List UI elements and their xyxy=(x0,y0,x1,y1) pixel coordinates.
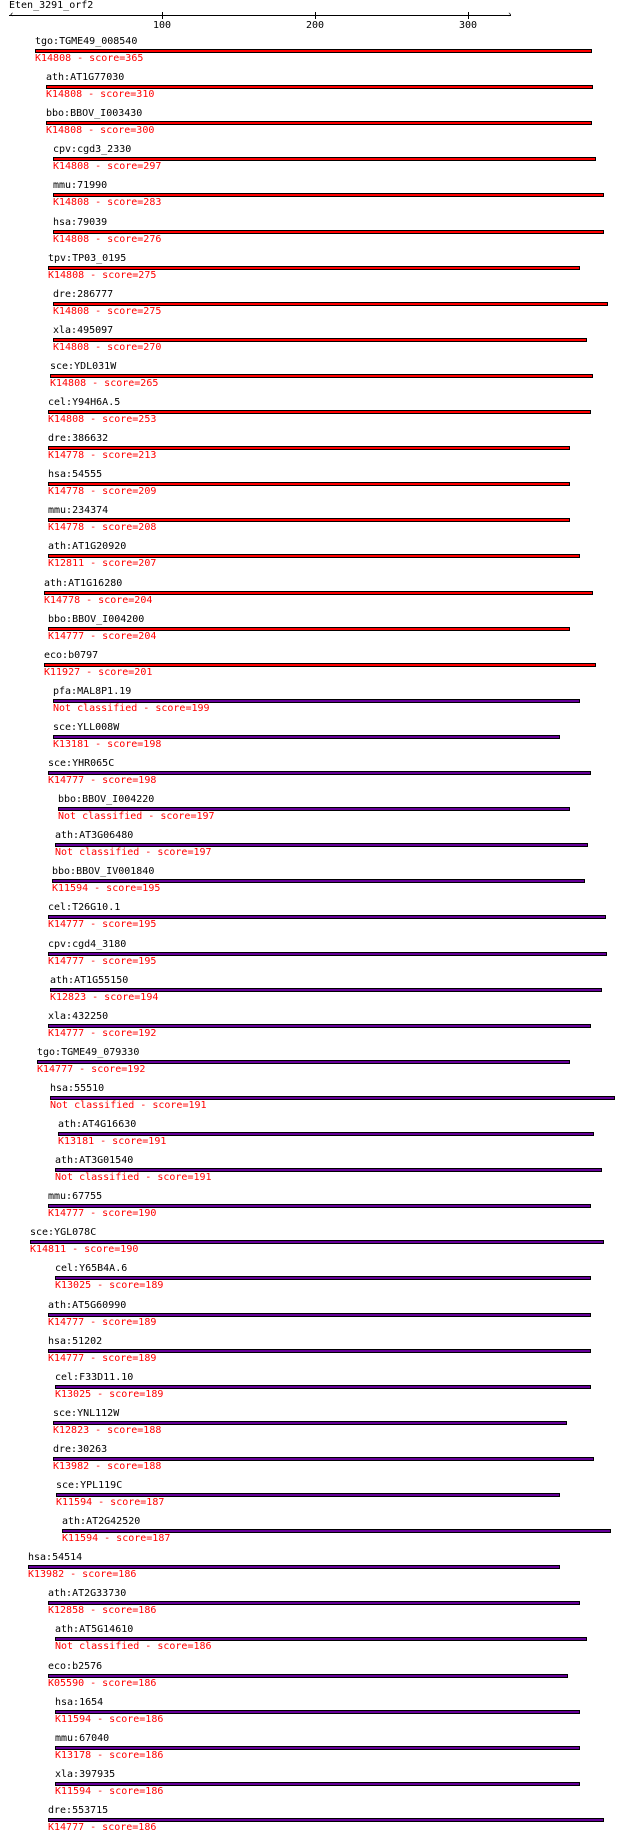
hit-label[interactable]: K14811 - score=190 xyxy=(30,1244,139,1256)
hit-name[interactable]: eco:b0797 xyxy=(44,649,99,661)
hit-label[interactable]: K13982 - score=188 xyxy=(53,1460,162,1472)
hit-name[interactable]: sce:YGL078C xyxy=(30,1227,97,1239)
hit-label[interactable]: Not classified - score=191 xyxy=(55,1172,212,1184)
hit-row[interactable] xyxy=(0,830,620,866)
hit-label[interactable]: K14808 - score=265 xyxy=(50,377,159,389)
hit-label[interactable]: K13178 - score=186 xyxy=(55,1749,164,1761)
hit-row[interactable] xyxy=(0,180,620,216)
hit-name[interactable]: sce:YDL031W xyxy=(50,360,117,372)
hit-row[interactable] xyxy=(0,794,620,830)
hit-row[interactable] xyxy=(0,253,620,289)
hit-row[interactable] xyxy=(0,217,620,253)
hit-row[interactable] xyxy=(0,1047,620,1083)
hit-label[interactable]: K14808 - score=365 xyxy=(35,53,144,64)
arrow-right-icon: › xyxy=(507,10,513,20)
hit-row[interactable] xyxy=(0,1805,620,1841)
hit-row[interactable] xyxy=(0,505,620,541)
hit-name[interactable]: hsa:51202 xyxy=(48,1335,103,1347)
hit-row[interactable] xyxy=(0,614,620,650)
hit-label[interactable]: K14777 - score=189 xyxy=(48,1316,157,1328)
hit-label[interactable]: K13025 - score=189 xyxy=(55,1280,164,1292)
hit-label[interactable]: K14777 - score=195 xyxy=(48,955,157,967)
hit-row[interactable] xyxy=(0,1697,620,1733)
hit-name[interactable]: cpv:cgd3_2330 xyxy=(53,144,132,156)
hit-label[interactable]: K11594 - score=187 xyxy=(62,1533,171,1545)
hit-label[interactable]: K14808 - score=297 xyxy=(53,161,162,173)
hit-label[interactable]: K14777 - score=190 xyxy=(48,1208,157,1220)
hit-row[interactable] xyxy=(0,758,620,794)
hit-label[interactable]: K14777 - score=195 xyxy=(48,919,157,931)
hit-label[interactable]: K14777 - score=192 xyxy=(48,1027,157,1039)
hit-label[interactable]: K14778 - score=208 xyxy=(48,522,157,534)
hit-label[interactable]: K13025 - score=189 xyxy=(55,1388,164,1400)
hit-label[interactable]: K14808 - score=276 xyxy=(53,233,162,245)
hit-row[interactable] xyxy=(0,1733,620,1769)
hit-label[interactable]: K11594 - score=186 xyxy=(55,1785,164,1797)
hit-name[interactable]: dre:553715 xyxy=(48,1804,109,1816)
hit-label[interactable]: K14808 - score=270 xyxy=(53,341,162,353)
hit-label[interactable]: K13181 - score=191 xyxy=(58,1136,167,1147)
hit-name[interactable]: bbo:BBOV_I004200 xyxy=(48,613,145,625)
hit-label[interactable]: K14808 - score=253 xyxy=(48,414,157,425)
hit-row[interactable] xyxy=(0,1083,620,1119)
hit-row[interactable] xyxy=(0,939,620,975)
hit-name[interactable]: hsa:79039 xyxy=(53,216,108,228)
hit-row[interactable] xyxy=(0,108,620,144)
hit-row[interactable] xyxy=(0,902,620,938)
hit-name[interactable]: sce:YNL112W xyxy=(53,1407,120,1419)
hit-label[interactable]: K14808 - score=275 xyxy=(53,305,162,317)
hit-name[interactable]: ath:AT3G01540 xyxy=(55,1155,134,1167)
hit-row[interactable] xyxy=(0,1661,620,1697)
hit-name[interactable]: sce:YHR065C xyxy=(48,758,115,769)
hit-row[interactable] xyxy=(0,1336,620,1372)
hit-name[interactable]: cel:F33D11.10 xyxy=(55,1371,134,1383)
hit-label[interactable]: K14778 - score=204 xyxy=(44,594,153,606)
hit-name[interactable]: eco:b2576 xyxy=(48,1660,103,1672)
hit-row[interactable] xyxy=(0,325,620,361)
hit-row[interactable] xyxy=(0,469,620,505)
hit-label[interactable]: K14808 - score=283 xyxy=(53,197,162,209)
hit-row[interactable] xyxy=(0,1119,620,1155)
hit-label[interactable]: K12823 - score=194 xyxy=(50,991,159,1003)
ruler-tick-label: 300 xyxy=(458,20,478,31)
hit-name[interactable]: ath:AT5G60990 xyxy=(48,1299,127,1311)
hit-name[interactable]: sce:YPL119C xyxy=(56,1480,123,1491)
hit-name[interactable]: dre:286777 xyxy=(53,288,114,300)
hit-name[interactable]: hsa:54555 xyxy=(48,469,103,481)
hit-row[interactable] xyxy=(0,1408,620,1444)
hit-name[interactable]: hsa:1654 xyxy=(55,1696,104,1708)
hit-label[interactable]: K13181 - score=198 xyxy=(53,738,162,750)
hit-label[interactable]: K14778 - score=209 xyxy=(48,486,157,498)
hit-row[interactable] xyxy=(0,650,620,686)
hit-row[interactable] xyxy=(0,72,620,108)
hit-row[interactable] xyxy=(0,1155,620,1191)
hit-name[interactable]: mmu:234374 xyxy=(48,505,109,517)
hit-label[interactable]: Not classified - score=199 xyxy=(53,702,210,714)
hit-name[interactable]: dre:30263 xyxy=(53,1443,108,1455)
hit-label[interactable]: Not classified - score=197 xyxy=(55,847,212,859)
hit-label[interactable]: K14808 - score=300 xyxy=(46,125,155,137)
hit-label[interactable]: K14777 - score=192 xyxy=(37,1063,146,1075)
hit-name[interactable]: tpv:TP03_0195 xyxy=(48,252,127,264)
hit-row[interactable] xyxy=(0,1191,620,1227)
hit-name[interactable]: cel:T26G10.1 xyxy=(48,902,121,914)
hit-name[interactable]: tgo:TGME49_079330 xyxy=(37,1046,140,1058)
hit-row[interactable] xyxy=(0,433,620,469)
hit-label[interactable]: K11927 - score=201 xyxy=(44,666,153,678)
arrow-left-icon: ‹ xyxy=(9,10,15,20)
hit-name[interactable]: ath:AT3G06480 xyxy=(55,830,134,842)
hit-name[interactable]: xla:432250 xyxy=(48,1010,109,1022)
hit-label[interactable]: K11594 - score=195 xyxy=(52,883,161,895)
hit-name[interactable]: cel:Y65B4A.6 xyxy=(55,1263,128,1275)
hit-name[interactable]: mmu:67755 xyxy=(48,1191,103,1203)
hit-row[interactable] xyxy=(0,541,620,577)
hit-name[interactable]: ath:AT5G14610 xyxy=(55,1624,134,1636)
hit-row[interactable] xyxy=(0,1300,620,1336)
hit-row[interactable] xyxy=(0,1263,620,1299)
hit-name[interactable]: ath:AT1G16280 xyxy=(44,577,123,589)
query-title: Eten_3291_orf2 xyxy=(9,0,94,11)
hit-name[interactable]: ath:AT1G20920 xyxy=(48,541,127,553)
hit-label[interactable]: Not classified - score=186 xyxy=(55,1641,212,1653)
hit-label[interactable]: K11594 - score=187 xyxy=(56,1497,165,1508)
hit-name[interactable]: hsa:54514 xyxy=(28,1552,83,1564)
hit-row[interactable] xyxy=(0,289,620,325)
hit-row[interactable] xyxy=(0,866,620,902)
hit-label[interactable]: K14777 - score=189 xyxy=(48,1352,157,1364)
hit-row[interactable] xyxy=(0,361,620,397)
hit-row[interactable] xyxy=(0,722,620,758)
hit-label[interactable]: K11594 - score=186 xyxy=(55,1713,164,1725)
hit-name[interactable]: ath:AT2G33730 xyxy=(48,1588,127,1600)
hit-label[interactable]: Not classified - score=191 xyxy=(50,1099,207,1111)
hit-row[interactable] xyxy=(0,144,620,180)
hit-name[interactable]: pfa:MAL8P1.19 xyxy=(53,685,132,697)
hit-row[interactable] xyxy=(0,1444,620,1480)
hit-name[interactable]: hsa:55510 xyxy=(50,1082,105,1094)
hit-name[interactable]: sce:YLL008W xyxy=(53,721,120,733)
hit-label[interactable]: K13982 - score=186 xyxy=(28,1569,137,1581)
hit-label[interactable]: K14777 - score=186 xyxy=(48,1821,157,1833)
hit-name[interactable]: ath:AT2G42520 xyxy=(62,1516,141,1528)
hit-label[interactable]: K14778 - score=213 xyxy=(48,450,157,462)
hit-label[interactable]: K14808 - score=275 xyxy=(48,269,157,281)
hit-name[interactable]: dre:386632 xyxy=(48,433,109,445)
hit-label[interactable]: K14808 - score=310 xyxy=(46,89,155,101)
hit-name[interactable]: ath:AT4G16630 xyxy=(58,1119,137,1130)
hit-name[interactable]: xla:397935 xyxy=(55,1768,116,1780)
hit-name[interactable]: tgo:TGME49_008540 xyxy=(35,36,138,47)
hit-row[interactable] xyxy=(0,578,620,614)
hit-row[interactable] xyxy=(0,1480,620,1516)
hit-row[interactable] xyxy=(0,1011,620,1047)
hit-name[interactable]: mmu:71990 xyxy=(53,180,108,192)
hit-row[interactable] xyxy=(0,1624,620,1660)
hit-name[interactable]: bbo:BBOV_I003430 xyxy=(46,108,143,120)
hit-label[interactable]: K14777 - score=204 xyxy=(48,630,157,642)
hit-name[interactable]: cel:Y94H6A.5 xyxy=(48,397,121,408)
hit-name[interactable]: ath:AT1G77030 xyxy=(46,72,125,84)
hit-name[interactable]: cpv:cgd4_3180 xyxy=(48,938,127,950)
ruler-tick-label: 200 xyxy=(305,20,325,31)
ruler-tick-label: 100 xyxy=(152,20,172,31)
hit-label[interactable]: K14777 - score=198 xyxy=(48,775,157,786)
hit-row[interactable] xyxy=(0,686,620,722)
hit-row[interactable] xyxy=(0,397,620,433)
hit-row[interactable] xyxy=(0,1588,620,1624)
hit-label[interactable]: K12858 - score=186 xyxy=(48,1605,157,1617)
hit-name[interactable]: xla:495097 xyxy=(53,324,114,336)
hit-name[interactable]: ath:AT1G55150 xyxy=(50,974,129,986)
hit-label[interactable]: Not classified - score=197 xyxy=(58,811,215,823)
hit-row[interactable] xyxy=(0,1372,620,1408)
hit-label[interactable]: K05590 - score=186 xyxy=(48,1677,157,1689)
hit-name[interactable]: mmu:67040 xyxy=(55,1732,110,1744)
hit-label[interactable]: K12823 - score=188 xyxy=(53,1424,162,1436)
hit-label[interactable]: K12811 - score=207 xyxy=(48,558,157,570)
hit-row[interactable] xyxy=(0,1516,620,1552)
hit-row[interactable] xyxy=(0,1552,620,1588)
hit-name[interactable]: bbo:BBOV_IV001840 xyxy=(52,866,155,878)
hit-row[interactable] xyxy=(0,975,620,1011)
hit-name[interactable]: bbo:BBOV_I004220 xyxy=(58,794,155,806)
hit-row[interactable] xyxy=(0,1769,620,1805)
hit-row[interactable] xyxy=(0,1227,620,1263)
hit-row[interactable] xyxy=(0,36,620,72)
